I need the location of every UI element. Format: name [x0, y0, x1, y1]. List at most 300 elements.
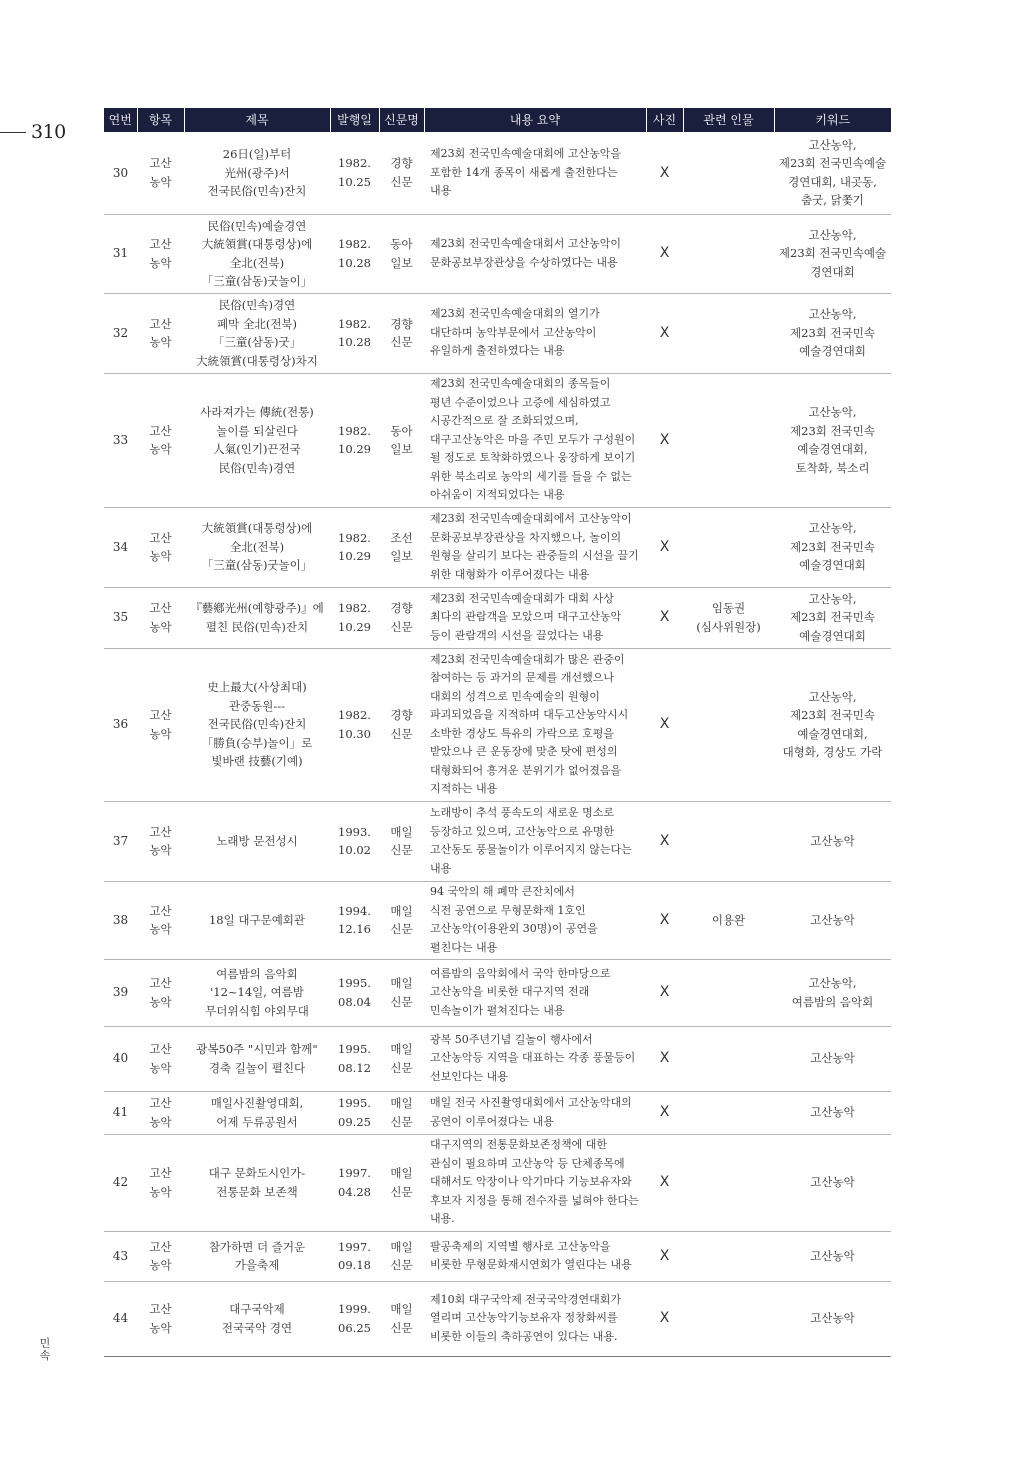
cell-person — [683, 1026, 774, 1091]
cell-summary-line: 파괴되었음을 지적하며 대두고산농악시시 — [430, 708, 629, 721]
cell-person — [683, 881, 774, 959]
cell-title — [184, 587, 330, 648]
cell-newspaper-line: 동아 — [390, 237, 413, 251]
cell-title-line: '12~14일, 여름밤 — [210, 985, 304, 1000]
cell-summary-line: 고산농악을 비롯한 대구지역 전래 — [430, 985, 590, 999]
cell-item-line: 고산 — [149, 903, 172, 918]
cell-photo — [646, 587, 683, 648]
cell-summary — [424, 507, 646, 587]
cell-item-line: 고산 — [149, 1042, 172, 1056]
cell-summary — [424, 1026, 646, 1091]
cell-summary-line: 제23회 전국민속예술대회에 고산농악을 — [430, 147, 622, 160]
cell-date-line: 04.28 — [338, 1184, 371, 1199]
cell-date-line: 1997. — [338, 1239, 371, 1254]
header-keywords: 키워드 — [774, 108, 891, 132]
cell-keywords — [774, 214, 891, 293]
photo-absent-mark: X — [659, 245, 670, 262]
cell-summary-line: 될 정도로 토착화하였으나 웅장하게 보이기 — [430, 451, 636, 465]
cell-date — [330, 648, 379, 801]
cell-newspaper-line: 매일 — [390, 1239, 413, 1254]
cell-date-line: 1982. — [338, 237, 371, 251]
cell-title-line: 노래방 문전성시 — [216, 833, 298, 848]
cell-keywords-line: 고산농악 — [810, 1311, 855, 1326]
cell-summary-line: 관심이 필요하며 고산농악 등 단체종목에 — [430, 1156, 625, 1170]
cell-date — [330, 881, 379, 959]
cell-title-line: 大統領賞(대통령상)차지 — [196, 353, 318, 368]
cell-title-line: 가을축제 — [234, 1258, 280, 1272]
cell-date-line: 08.04 — [338, 994, 371, 1009]
cell-keywords-line: 고산농악 — [810, 1175, 855, 1190]
cell-date-line: 1995. — [338, 976, 371, 990]
cell-date-line: 1995. — [338, 1042, 371, 1056]
cell-title — [184, 881, 330, 959]
cell-date — [330, 1231, 379, 1281]
table-row — [104, 648, 891, 801]
cell-summary-line: 여름밤의 음악회에서 국악 한마당으로 — [430, 966, 611, 980]
cell-item-line: 고산 — [149, 316, 172, 331]
cell-date-line: 1994. — [338, 903, 371, 918]
cell-number — [104, 587, 137, 648]
cell-number-text: 36 — [112, 717, 129, 732]
cell-summary-line: 아쉬움이 지적되었다는 내용 — [430, 488, 565, 502]
cell-newspaper-line: 일보 — [390, 442, 413, 456]
cell-title-line: 『藝鄕光州(예향광주)』에 — [190, 601, 324, 615]
cell-title-line: 人氣(인기)끈전국 — [213, 442, 301, 456]
side-label — [38, 1338, 52, 1362]
cell-date-line: 10.28 — [338, 255, 371, 270]
cell-newspaper-line: 매일 — [390, 1166, 413, 1180]
cell-item-line: 고산 — [149, 1239, 172, 1254]
photo-absent-mark: X — [659, 538, 670, 555]
cell-title-line: 전통문화 보존책 — [216, 1184, 298, 1199]
cell-item-line: 고산 — [149, 976, 172, 990]
cell-date — [330, 1134, 379, 1231]
cell-summary-line: 선보인다는 내용 — [430, 1069, 508, 1083]
cell-summary-line: 매일 전국 사진촬영대회에서 고산농악대의 — [430, 1096, 632, 1109]
photo-absent-mark: X — [659, 1104, 670, 1121]
cell-number — [104, 1091, 137, 1134]
cell-title — [184, 801, 330, 881]
cell-number-text: 34 — [112, 539, 129, 554]
cell-number — [104, 293, 137, 373]
table-row — [104, 959, 891, 1026]
cell-summary-line: 참여하는 등 과거의 문제를 개선했으나 — [430, 671, 615, 684]
page-number-rule — [0, 132, 26, 133]
table-row — [104, 373, 891, 507]
cell-newspaper — [379, 881, 424, 959]
cell-number-text: 33 — [112, 432, 129, 447]
cell-item — [137, 1231, 184, 1281]
cell-keywords-line: 예술경연대회, — [797, 442, 868, 456]
cell-summary-line: 민속놀이가 펼쳐진다는 내용 — [430, 1003, 565, 1017]
header-date: 발행일 — [330, 108, 379, 132]
cell-title-line: 빛바랜 技藝(기예) — [211, 754, 303, 769]
cell-title-line: 民俗(민속)경연 — [218, 298, 296, 312]
cell-summary-line: 후보자 지정을 통해 전수자를 넓혀야 한다는 — [430, 1193, 639, 1207]
cell-date — [330, 132, 379, 214]
header-summary: 내용 요약 — [424, 108, 646, 132]
cell-item-line: 고산 — [149, 1302, 172, 1316]
cell-newspaper — [379, 132, 424, 214]
side-label-char: 속 — [39, 1349, 51, 1362]
cell-summary-line: 제23회 전국민속예술대회의 종목들이 — [430, 377, 611, 391]
cell-keywords-line: 고산농악, — [808, 405, 857, 419]
cell-title — [184, 373, 330, 507]
cell-date — [330, 1281, 379, 1356]
cell-item-line: 농악 — [149, 843, 172, 857]
cell-item — [137, 1026, 184, 1091]
cell-newspaper — [379, 373, 424, 507]
cell-date-line: 10.29 — [338, 442, 371, 456]
cell-title — [184, 214, 330, 293]
cell-summary-line: 내용 — [430, 861, 452, 875]
cell-summary — [424, 959, 646, 1026]
cell-item-line: 농악 — [149, 619, 172, 634]
cell-summary-line: 위한 대형화가 이루어졌다는 내용 — [430, 567, 590, 581]
cell-newspaper-line: 조선 — [390, 530, 413, 545]
cell-date — [330, 373, 379, 507]
cell-newspaper-line: 신문 — [390, 922, 413, 936]
cell-summary-line: 대구지역의 전통문화보존정책에 대한 — [430, 1138, 608, 1152]
cell-number — [104, 214, 137, 293]
cell-photo — [646, 801, 683, 881]
cell-summary-line: 원형을 살리기 보다는 관중들의 시선을 끌기 — [430, 549, 639, 562]
cell-newspaper — [379, 293, 424, 373]
cell-keywords-line: 대형화, 경상도 가락 — [782, 745, 883, 759]
cell-keywords-line: 고산농악, — [808, 976, 857, 990]
cell-date — [330, 507, 379, 587]
cell-number — [104, 959, 137, 1026]
cell-photo — [646, 1231, 683, 1281]
cell-number-text: 39 — [112, 985, 129, 1000]
cell-newspaper-line: 경향 — [390, 601, 413, 615]
cell-title-line: 대구 문화도시인가- — [208, 1166, 306, 1180]
page-number: 310 — [31, 121, 66, 143]
table-row — [104, 293, 891, 373]
cell-photo — [646, 132, 683, 214]
cell-keywords — [774, 881, 891, 959]
cell-date-line: 1982. — [338, 316, 371, 331]
cell-keywords-line: 경연대회, 내곳동, — [788, 174, 877, 189]
cell-photo — [646, 881, 683, 959]
cell-item — [137, 1281, 184, 1356]
cell-title-line: 全北(전북) — [229, 255, 285, 270]
cell-number-text: 40 — [112, 1051, 129, 1066]
cell-number-text: 31 — [112, 246, 129, 261]
cell-summary — [424, 648, 646, 801]
cell-title-line: 전국民俗(민속)잔치 — [207, 184, 307, 198]
cell-newspaper-line: 신문 — [390, 1114, 413, 1129]
cell-newspaper — [379, 1231, 424, 1281]
cell-item — [137, 587, 184, 648]
cell-person — [683, 1281, 774, 1356]
cell-keywords — [774, 1091, 891, 1134]
table-row — [104, 1281, 891, 1356]
cell-person — [683, 959, 774, 1026]
cell-date-line: 09.18 — [338, 1258, 371, 1272]
cell-photo — [646, 1281, 683, 1356]
cell-number-text: 43 — [112, 1248, 129, 1263]
cell-photo — [646, 648, 683, 801]
cell-newspaper-line: 신문 — [390, 726, 413, 741]
cell-title — [184, 1134, 330, 1231]
cell-summary — [424, 293, 646, 373]
cell-person — [683, 293, 774, 373]
cell-photo — [646, 1091, 683, 1134]
cell-person — [683, 214, 774, 293]
table-row — [104, 1231, 891, 1281]
cell-title-line: 대구국악제 — [229, 1302, 285, 1316]
cell-keywords-line: 고산농악 — [810, 912, 855, 927]
cell-newspaper — [379, 214, 424, 293]
cell-item-line: 고산 — [149, 530, 172, 545]
cell-newspaper — [379, 648, 424, 801]
cell-title-line: 26日(일)부터 — [222, 147, 292, 161]
cell-newspaper-line: 경향 — [390, 156, 413, 171]
cell-keywords — [774, 507, 891, 587]
cell-summary-line: 시공간적으로 잘 조화되었으며, — [430, 414, 579, 428]
cell-title — [184, 1091, 330, 1134]
cell-item-line: 농악 — [149, 442, 172, 456]
cell-photo — [646, 1134, 683, 1231]
cell-number-text: 42 — [112, 1175, 129, 1190]
cell-summary-line: 유일하게 출전하였다는 내용 — [430, 344, 565, 358]
cell-title-line: 관중동원--- — [228, 698, 286, 713]
cell-item-line: 고산 — [149, 237, 172, 251]
cell-summary — [424, 1231, 646, 1281]
cell-newspaper-line: 신문 — [390, 335, 413, 349]
photo-absent-mark: X — [659, 324, 670, 341]
photo-absent-mark: X — [659, 832, 670, 849]
cell-number — [104, 507, 137, 587]
cell-keywords-line: 제23회 전국민속예술 — [778, 156, 887, 171]
header-number: 연번 — [104, 108, 137, 132]
cell-summary-line: 최다의 관람객을 모았으며 대구고산농악 — [430, 610, 622, 624]
cell-item-line: 농악 — [149, 335, 172, 349]
cell-newspaper-line: 신문 — [390, 1060, 413, 1075]
cell-person — [683, 507, 774, 587]
cell-summary-line: 제23회 전국민속예술대회가 대회 사상 — [430, 591, 614, 605]
cell-keywords-line: 고산농악, — [808, 227, 857, 242]
cell-keywords-line: 고산농악, — [808, 137, 857, 152]
cell-photo — [646, 373, 683, 507]
cell-item — [137, 1091, 184, 1134]
cell-summary — [424, 801, 646, 881]
cell-title-line: 「三童(삼동)굿」 — [212, 335, 302, 349]
cell-summary-line: 비롯한 무형문화재시연회가 열린다는 내용 — [430, 1258, 632, 1271]
cell-date-line: 10.02 — [338, 843, 371, 857]
cell-item-line: 고산 — [149, 708, 172, 722]
cell-date-line: 08.12 — [338, 1060, 371, 1075]
cell-keywords — [774, 959, 891, 1026]
cell-keywords-line: 제23회 전국민속 — [790, 423, 875, 438]
cell-summary-line: 등장하고 있으며, 고산농악으로 유명한 — [430, 824, 615, 838]
cell-date-line: 1982. — [338, 423, 371, 438]
photo-absent-mark: X — [659, 609, 670, 626]
cell-person — [683, 1231, 774, 1281]
cell-summary-line: 식전 공연으로 무형문화재 1호인 — [430, 903, 586, 917]
table-row — [104, 507, 891, 587]
cell-number — [104, 881, 137, 959]
cell-summary-line: 문화공보부장관상을 수상하였다는 내용 — [430, 255, 618, 269]
table-header-row — [104, 108, 891, 132]
cell-item-line: 농악 — [149, 255, 172, 270]
cell-title-line: 전국民俗(민속)잔치 — [207, 717, 307, 732]
cell-newspaper-line: 매일 — [390, 1096, 413, 1110]
cell-item — [137, 881, 184, 959]
cell-number-text: 38 — [112, 912, 129, 927]
table-row — [104, 587, 891, 648]
cell-title-line: 民俗(민속)예술경연 — [207, 218, 307, 233]
cell-person-line: 이용완 — [711, 912, 746, 927]
cell-date-line: 1982. — [338, 601, 371, 615]
cell-title-line: 참가하면 더 즐거운 — [208, 1239, 306, 1254]
cell-summary-line: 제10회 대구국악제 전국국악경연대회가 — [430, 1292, 622, 1306]
cell-keywords — [774, 1026, 891, 1091]
cell-number — [104, 373, 137, 507]
cell-newspaper-line: 신문 — [390, 619, 413, 634]
photo-absent-mark: X — [659, 716, 670, 733]
cell-title-line: 大統領賞(대통령상)에 — [201, 237, 313, 251]
cell-keywords — [774, 1134, 891, 1231]
cell-item — [137, 373, 184, 507]
cell-summary-line: 광복 50주년기념 길놀이 행사에서 — [430, 1032, 593, 1046]
cell-item — [137, 214, 184, 293]
cell-keywords-line: 고산농악, — [808, 521, 857, 536]
cell-summary-line: 문화공보부장관상을 차지했으나, 놀이의 — [430, 530, 622, 544]
cell-newspaper-line: 신문 — [390, 1258, 413, 1272]
cell-date-line: 1995. — [338, 1096, 371, 1110]
cell-item-line: 농악 — [149, 174, 172, 189]
cell-summary-line: 고산농악등 지역을 대표하는 각종 풍물등이 — [430, 1051, 636, 1065]
cell-item-line: 농악 — [149, 994, 172, 1009]
cell-title-line: 사라져가는 傳統(전통) — [200, 405, 314, 419]
cell-title — [184, 1231, 330, 1281]
cell-date — [330, 293, 379, 373]
cell-date-line: 1982. — [338, 708, 371, 722]
cell-number — [104, 1281, 137, 1356]
cell-keywords — [774, 373, 891, 507]
photo-absent-mark: X — [659, 164, 670, 181]
cell-title-line: 大統領賞(대통령상)에 — [201, 521, 313, 536]
cell-keywords-line: 제23회 전국민속 — [790, 708, 875, 722]
cell-photo — [646, 1026, 683, 1091]
cell-summary-line: 대구고산농악은 마을 주민 모두가 구성원이 — [430, 432, 636, 446]
cell-keywords-line: 예술경연대회 — [799, 344, 866, 359]
cell-person — [683, 587, 774, 648]
cell-title — [184, 507, 330, 587]
cell-summary-line: 내용 — [430, 184, 452, 197]
cell-number — [104, 1134, 137, 1231]
cell-newspaper-line: 매일 — [390, 903, 413, 918]
cell-keywords-line: 경연대회 — [810, 264, 855, 279]
cell-keywords — [774, 801, 891, 881]
cell-summary-line: 팔공축제의 지역별 행사로 고산농악을 — [430, 1239, 611, 1253]
cell-keywords-line: 제23회 전국민속예술 — [778, 246, 887, 261]
cell-date-line: 10.30 — [338, 726, 371, 741]
cell-person-line: 임동권 — [711, 601, 746, 615]
cell-keywords — [774, 648, 891, 801]
cell-title-line: 경축 길놀이 펼친다 — [208, 1060, 306, 1075]
cell-keywords-line: 춤굿, 닭쫓기 — [801, 193, 864, 208]
cell-summary-line: 노래방이 추석 풍속도의 새로운 명소로 — [430, 806, 615, 819]
cell-keywords-line: 고산농악, — [808, 689, 857, 704]
cell-item — [137, 648, 184, 801]
cell-date-line: 10.25 — [338, 174, 371, 189]
cell-item-line: 고산 — [149, 423, 172, 438]
cell-person — [683, 801, 774, 881]
cell-person — [683, 373, 774, 507]
cell-number-text: 37 — [112, 833, 129, 848]
cell-keywords-line: 예술경연대회 — [799, 558, 866, 573]
cell-keywords-line: 고산농악 — [810, 833, 855, 848]
photo-absent-mark: X — [659, 1310, 670, 1327]
cell-item-line: 농악 — [149, 726, 172, 741]
cell-item-line: 농악 — [149, 1060, 172, 1075]
cell-keywords — [774, 1231, 891, 1281]
cell-item-line: 농악 — [149, 1114, 172, 1129]
cell-summary — [424, 587, 646, 648]
cell-item — [137, 507, 184, 587]
cell-keywords-line: 고산농악 — [810, 1105, 855, 1120]
table-row — [104, 214, 891, 293]
cell-summary-line: 소박한 경상도 특유의 가락으로 호평을 — [430, 726, 615, 740]
cell-number-text: 44 — [112, 1311, 129, 1326]
cell-number-text: 32 — [112, 325, 129, 340]
cell-person — [683, 1091, 774, 1134]
cell-title-line: 무더위식힘 야외무대 — [205, 1003, 309, 1018]
cell-title-line: 여름밤의 음악회 — [216, 966, 298, 981]
cell-newspaper-line: 일보 — [390, 255, 413, 270]
cell-newspaper-line: 일보 — [390, 549, 413, 563]
cell-summary-line: 대단하며 농악부문에서 고산농악이 — [430, 325, 597, 339]
cell-keywords-line: 고산농악 — [810, 1051, 855, 1066]
table-row — [104, 1026, 891, 1091]
cell-newspaper-line: 동아 — [390, 423, 413, 438]
cell-date-line: 12.16 — [338, 922, 371, 936]
newspaper-article-table — [104, 108, 891, 1357]
cell-person-line: (심사위원장) — [696, 619, 761, 634]
cell-summary-line: 94 국악의 해 폐막 큰잔치에서 — [430, 885, 575, 898]
cell-item-line: 농악 — [149, 1320, 172, 1335]
header-newspaper: 신문명 — [379, 108, 424, 132]
cell-summary-line: 등이 관람객의 시선을 끌었다는 내용 — [430, 628, 604, 642]
cell-summary-line: 제23회 전국민속예술대회에서 고산농악이 — [430, 512, 632, 525]
cell-item — [137, 959, 184, 1026]
cell-title — [184, 959, 330, 1026]
cell-keywords-line: 고산농악, — [808, 307, 857, 322]
cell-title-line: 民俗(민속)경연 — [218, 460, 296, 475]
cell-item-line: 농악 — [149, 922, 172, 936]
cell-person — [683, 648, 774, 801]
cell-newspaper-line: 매일 — [390, 1302, 413, 1316]
header-photo: 사진 — [646, 108, 683, 132]
cell-summary — [424, 1091, 646, 1134]
cell-number — [104, 648, 137, 801]
photo-absent-mark: X — [659, 1247, 670, 1264]
cell-newspaper-line: 매일 — [390, 976, 413, 990]
cell-keywords-line: 예술경연대회, — [797, 726, 868, 741]
cell-item — [137, 801, 184, 881]
table-row — [104, 132, 891, 214]
cell-date — [330, 587, 379, 648]
cell-title-line: 全北(전북) — [229, 539, 285, 554]
cell-keywords-line: 제23회 전국민속 — [790, 325, 875, 340]
photo-absent-mark: X — [659, 431, 670, 448]
cell-newspaper-line: 신문 — [390, 1184, 413, 1199]
cell-number — [104, 1231, 137, 1281]
cell-summary — [424, 1281, 646, 1356]
